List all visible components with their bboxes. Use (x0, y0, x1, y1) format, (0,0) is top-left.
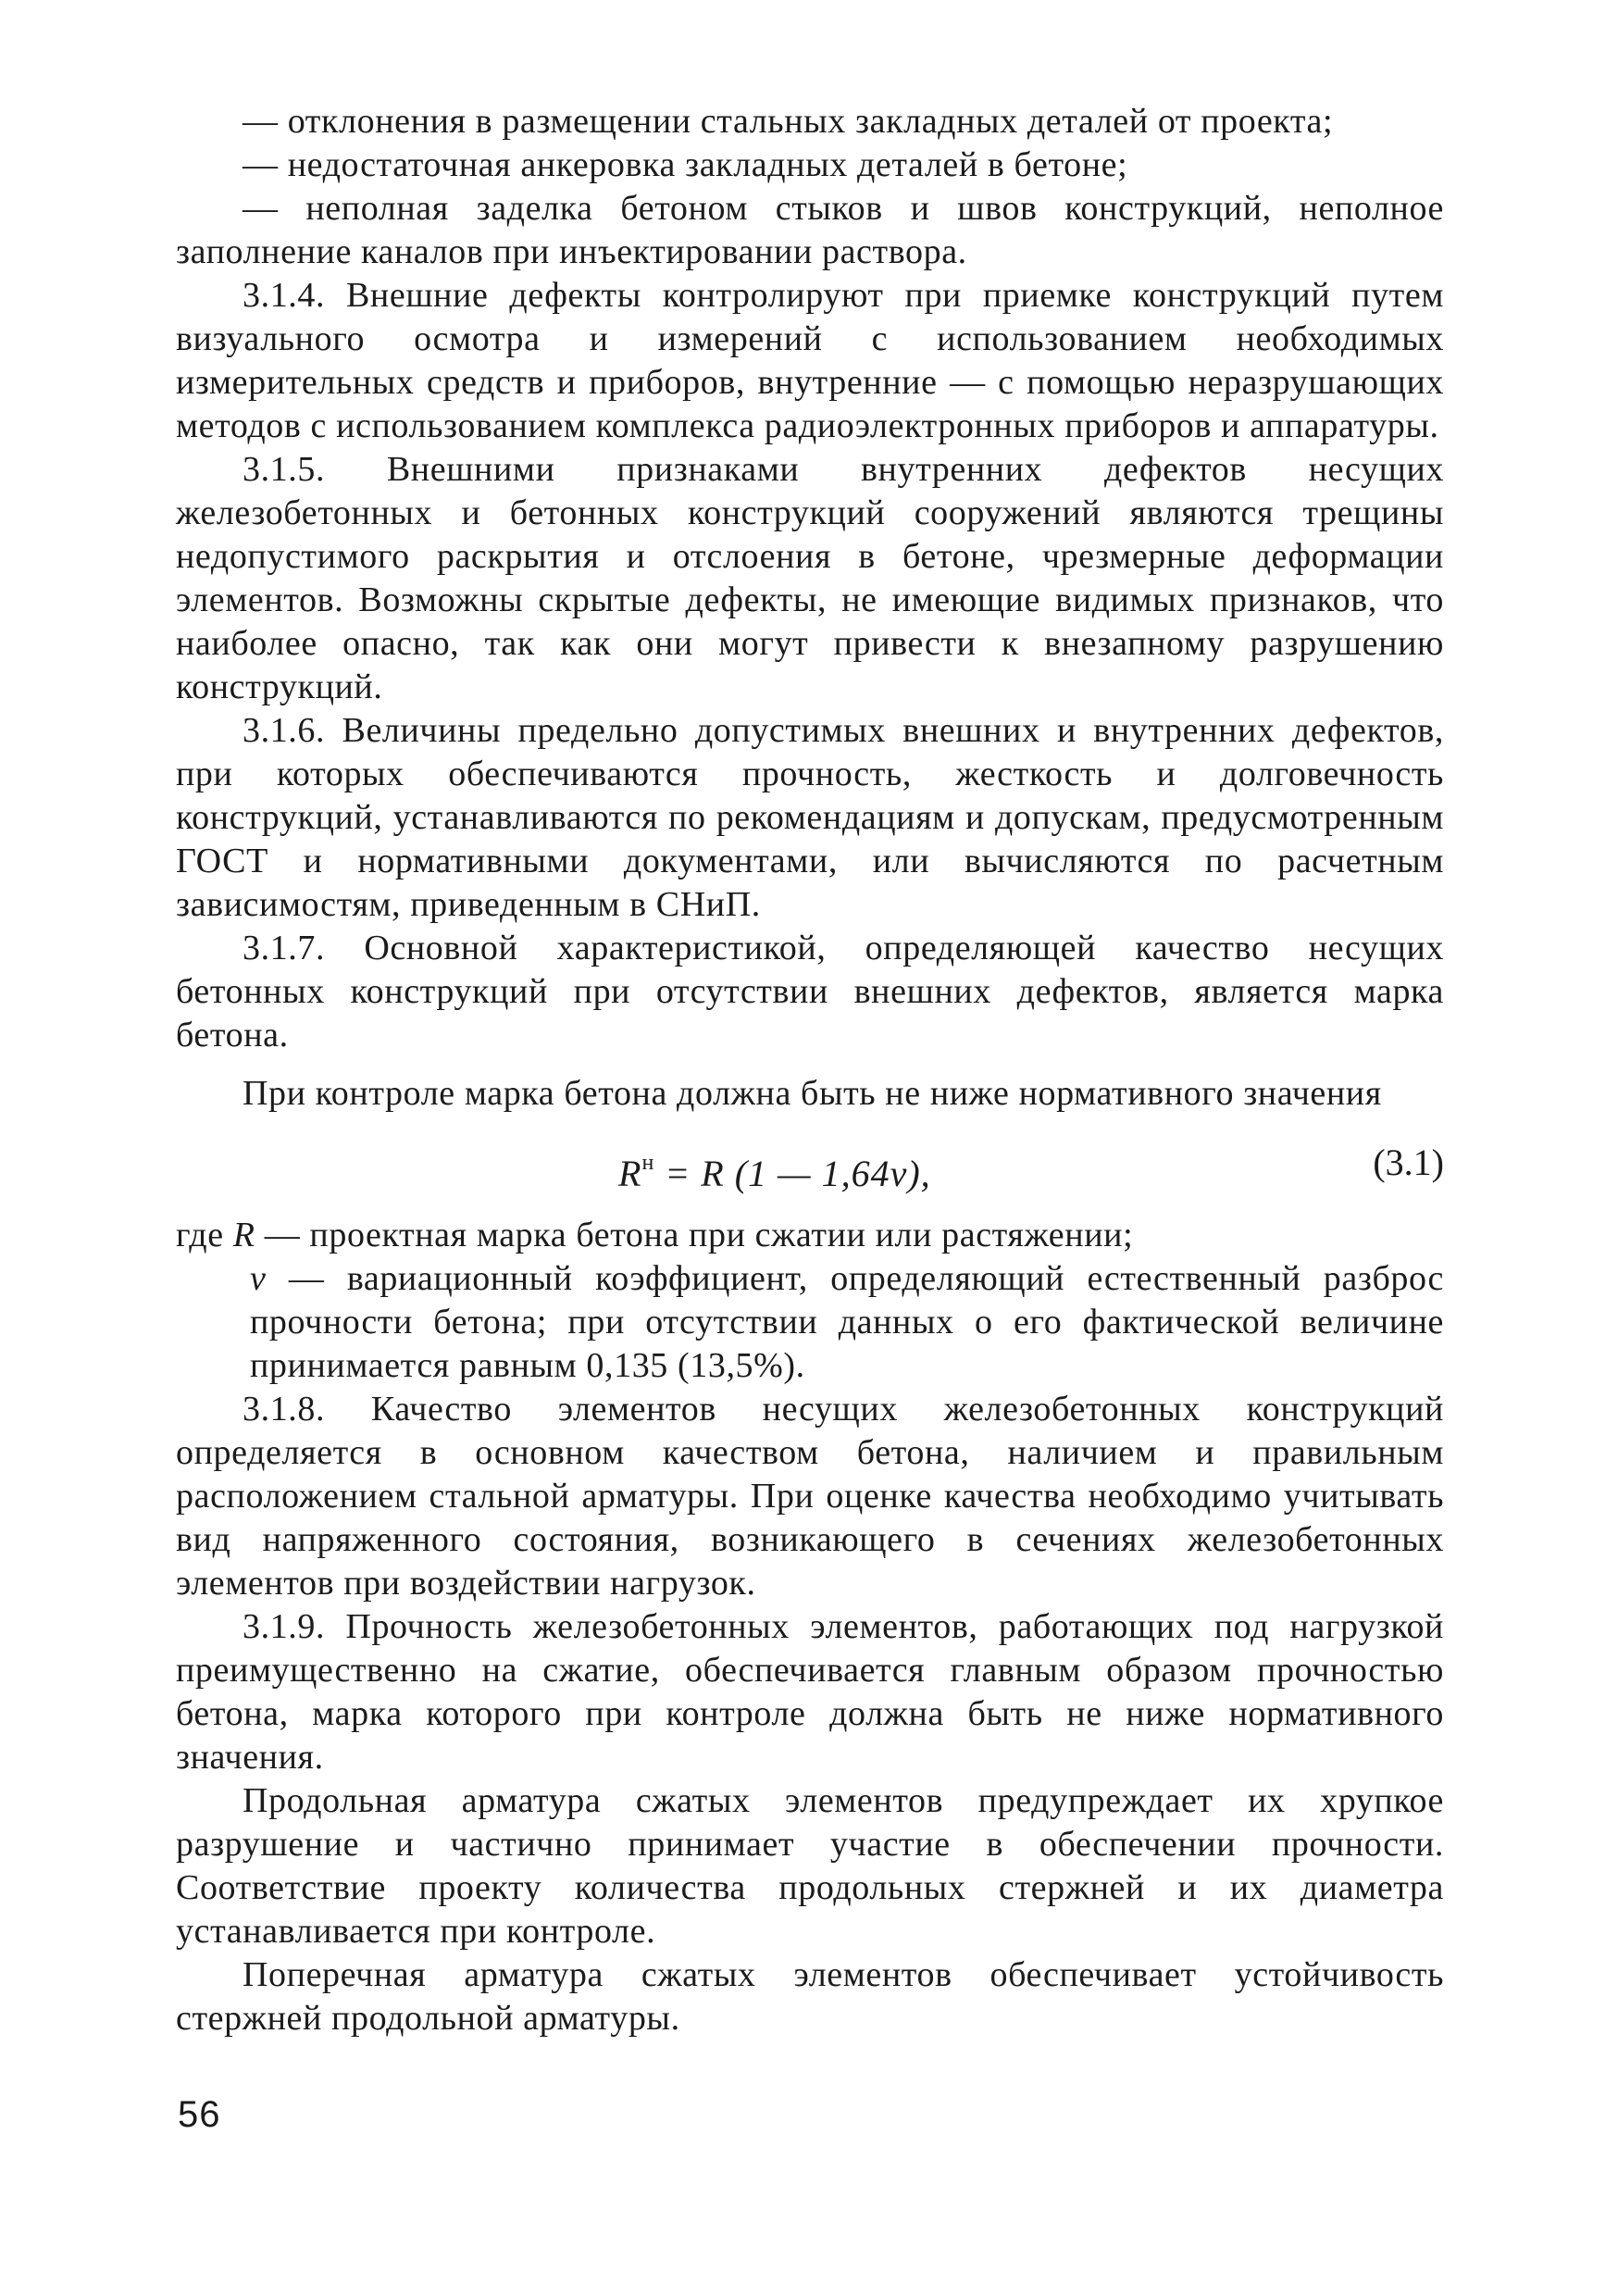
paragraph-3-1-9: 3.1.9. Прочность железобетонных элементов, работающих под нагрузкой преимущественно на сжатие, обеспечивается главным образом прочностью бетона, марка которого при контроле должна быть не ниже нормативного значения. (176, 1607, 1444, 1777)
symbol-v: v (250, 1259, 267, 1298)
paragraph-longitudinal-reinforcement: Продольная арматура сжатых элементов предупреждает их хрупкое разрушение и частично принимает участие в обеспечении прочности. Соответствие проекту количества продольных стержней и их диаметра устанавливается при контроле. (176, 1781, 1444, 1951)
equation-number: (3.1) (1373, 1142, 1444, 1183)
paragraph-list-item-2: — недостаточная анкеровка закладных деталей в бетоне; (243, 145, 1128, 184)
formula-block (176, 1136, 1444, 1194)
formula-superscript: н (641, 1151, 655, 1175)
paragraph-control-grade: При контроле марка бетона должна быть не ниже нормативного значения (243, 1074, 1382, 1113)
paragraph-3-1-5: 3.1.5. Внешними признаками внутренних дефектов несущих железобетонных и бетонных конструкций сооружений являются трещины недопустимого раскрытия и отслоения в бетоне, чрезмерные деформации элементов. Возможны скрытые дефекты, не имеющие видимых признаков, что наиболее опасно, так как они могут привести к внезапному разрушению конструкций. (176, 450, 1444, 706)
paragraph-3-1-8: 3.1.8. Качество элементов несущих железобетонных конструкций определяется в основном качеством бетона, наличием и правильным расположением стальной арматуры. При оценке качества необходимо учитывать вид напряженного состояния, возникающего в сечениях железобетонных элементов при воздействии нагрузок. (176, 1390, 1444, 1603)
formula-lhs: R (618, 1153, 642, 1194)
definitions-block (176, 1214, 1444, 1388)
definition-lead: где (176, 1216, 233, 1254)
paragraph-transverse-reinforcement: Поперечная арматура сжатых элементов обеспечивает устойчивость стержней продольной арматуры. (176, 1955, 1444, 2038)
formula-rhs: = R (1 — 1,64v), (654, 1153, 931, 1194)
definition-r-body (233, 1214, 1444, 1257)
paragraph-3-1-7: 3.1.7. Основной характеристикой, определяющей качество несущих бетонных конструкций при отсутствии внешних дефектов, является марка бетона. (176, 929, 1444, 1054)
definition-r-text: — проектная марка бетона при сжатии или растяжении; (255, 1216, 1134, 1254)
paragraph-list-item-1: — отклонения в размещении стальных закладных деталей от проекта; (243, 102, 1334, 141)
page-body (176, 100, 1444, 2040)
paragraph-3-1-6: 3.1.6. Величины предельно допустимых внешних и внутренних дефектов, при которых обеспечиваются прочность, жесткость и долговечность конструкций, устанавливаются по рекомендациям и допускам, предусмотренным ГОСТ и нормативными документами, или вычисляются по расчетным зависимостям, приведенным в СНиП. (176, 711, 1444, 924)
paragraph-3-1-4: 3.1.4. Внешние дефекты контролируют при приемке конструкций путем визуального осмотра и измерений с использованием необходимых измерительных средств и приборов, внутренние — с помощью неразрушающих методов с использованием комплекса радиоэлектронных приборов и аппаратуры. (176, 276, 1444, 445)
formula-expression (618, 1136, 931, 1201)
page-number: 56 (178, 2094, 221, 2135)
paragraph-list-item-3: — неполная заделка бетоном стыков и швов конструкций, неполное заполнение каналов при инъектировании раствора. (176, 189, 1444, 271)
definition-v-text: — вариационный коэффициент, определяющий естественный разброс прочности бетона; при отсутствии данных о его фактической величине принимается равным 0,135 (13,5%). (250, 1259, 1444, 1385)
symbol-r: R (232, 1216, 255, 1254)
definition-r (176, 1214, 1444, 1257)
definition-v (176, 1257, 1444, 1388)
definition-v-body (250, 1257, 1444, 1388)
